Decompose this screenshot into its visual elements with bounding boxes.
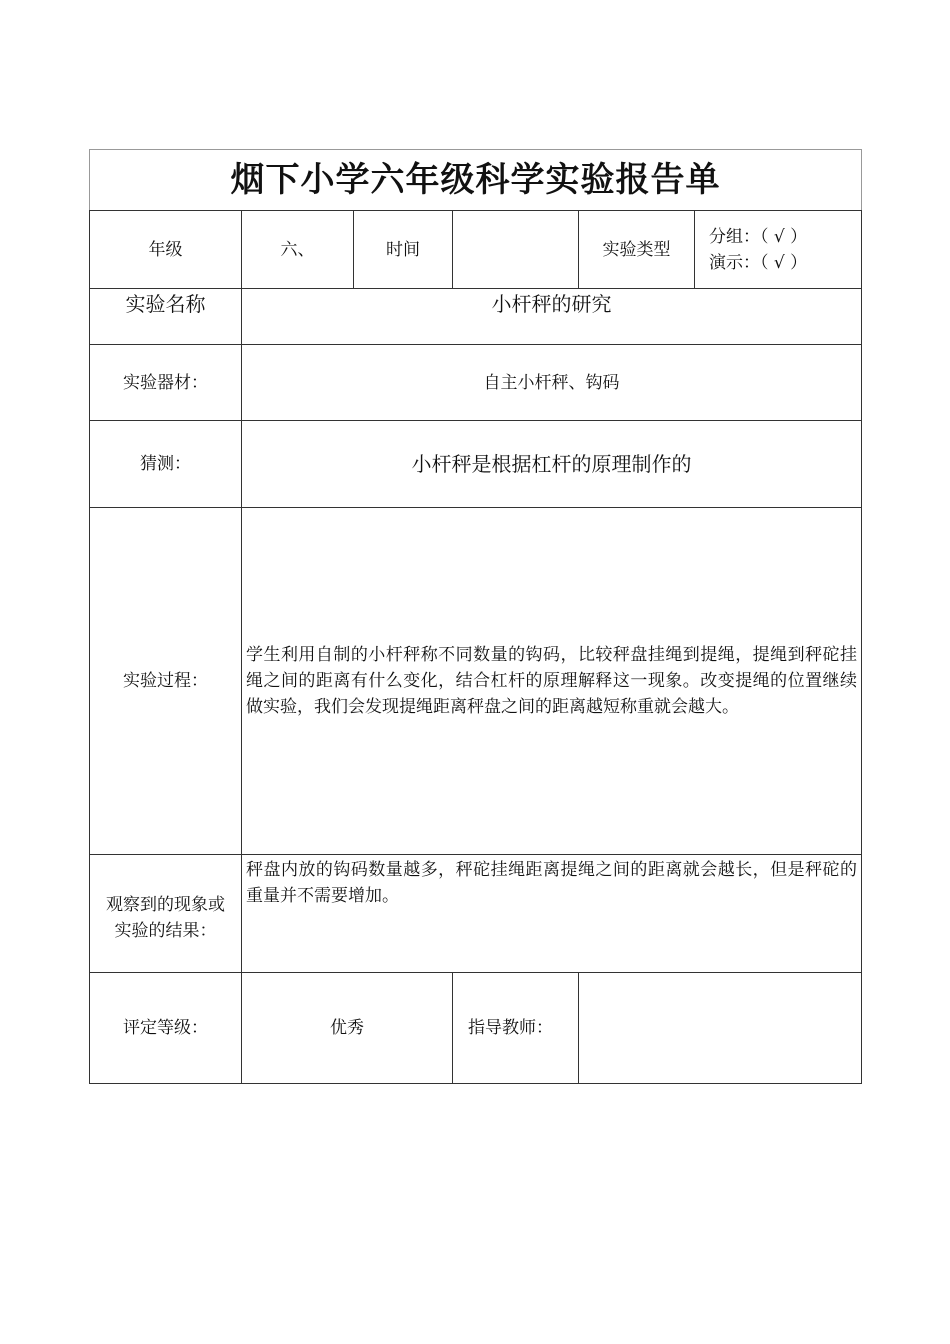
equipment-label: 实验器材： bbox=[90, 345, 242, 421]
observation-label-line-2: 实验的结果： bbox=[114, 920, 217, 941]
observation-value: 秤盘内放的钩码数量越多，秤砣挂绳距离提绳之间的距离就会越长，但是秤砣的重量并不需要增加。 bbox=[242, 855, 862, 973]
time-label: 时间 bbox=[354, 211, 453, 289]
evaluation-value: 优秀 bbox=[242, 973, 453, 1084]
experiment-type-label: 实验类型 bbox=[579, 211, 695, 289]
report-title: 烟下小学六年级科学实验报告单 bbox=[90, 150, 862, 211]
teacher-value bbox=[579, 973, 862, 1084]
type-option-group: 分组：（ √ ） bbox=[709, 226, 808, 247]
procedure-value: 学生利用自制的小杆秤称不同数量的钩码，比较秤盘挂绳到提绳，提绳到秤砣挂绳之间的距离有什么变化，结合杠杆的原理解释这一现象。改变提绳的位置继续做实验，我们会发现提绳距离秤盘之间的距离越短称重就会越大。 bbox=[242, 508, 862, 855]
observation-label bbox=[90, 855, 242, 973]
time-value bbox=[453, 211, 579, 289]
experiment-name-label: 实验名称 bbox=[90, 289, 242, 345]
evaluation-label: 评定等级： bbox=[90, 973, 242, 1084]
teacher-label: 指导教师： bbox=[453, 973, 579, 1084]
equipment-value: 自主小杆秤、钩码 bbox=[242, 345, 862, 421]
lab-report-table bbox=[89, 149, 862, 1084]
grade-value: 六、 bbox=[242, 211, 354, 289]
experiment-name-value: 小杆秤的研究 bbox=[242, 289, 862, 345]
observation-label-line-1: 观察到的现象或 bbox=[106, 894, 225, 915]
type-option-demo: 演示：（ √ ） bbox=[709, 252, 808, 273]
procedure-label: 实验过程： bbox=[90, 508, 242, 855]
hypothesis-value: 小杆秤是根据杠杆的原理制作的 bbox=[242, 421, 862, 508]
grade-label: 年级 bbox=[90, 211, 242, 289]
hypothesis-label: 猜测： bbox=[90, 421, 242, 508]
experiment-type-options bbox=[695, 211, 862, 289]
